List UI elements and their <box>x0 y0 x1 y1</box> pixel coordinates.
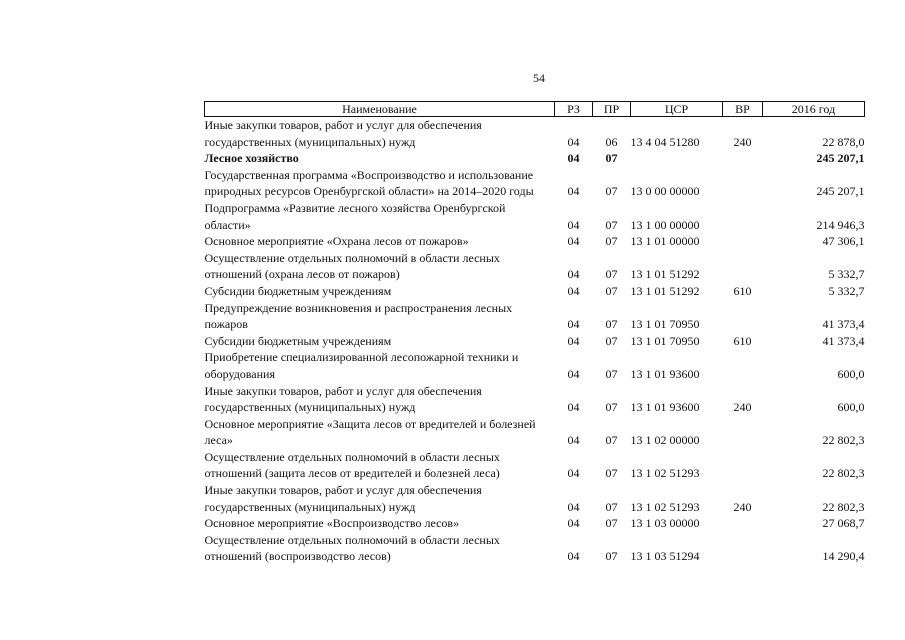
cell-pr: 07 <box>605 516 618 531</box>
cell-rz: 04 <box>567 499 580 514</box>
cell-name: Основное мероприятие «Защита лесов от вредителей и болезней леса» <box>204 416 536 448</box>
cell-pr: 07 <box>605 433 618 448</box>
budget-table <box>204 101 865 565</box>
cell-csr: 13 4 04 51280 <box>630 134 700 149</box>
cell-name: Иные закупки товаров, работ и услуг для обеспечения государственных (муниципальных) нужд <box>204 383 482 415</box>
table-row <box>205 200 865 233</box>
cell-rz: 04 <box>567 333 580 348</box>
cell-vr <box>723 150 763 167</box>
table-row <box>205 167 865 200</box>
cell-pr: 07 <box>605 283 618 298</box>
cell-vr <box>723 167 763 200</box>
table-row <box>205 250 865 283</box>
cell-csr <box>631 150 723 167</box>
cell-csr: 13 0 00 00000 <box>630 184 700 199</box>
cell-rz: 04 <box>567 549 580 564</box>
cell-pr: 07 <box>605 549 618 564</box>
cell-amount: 22 802,3 <box>822 499 865 514</box>
cell-rz: 04 <box>567 184 580 199</box>
table-row <box>205 333 865 350</box>
header-rz: РЗ <box>555 102 593 117</box>
cell-name: Приобретение специализированной лесопожарной техники и оборудования <box>204 350 519 381</box>
cell-pr: 07 <box>605 400 618 415</box>
cell-csr: 13 1 01 70950 <box>630 333 700 348</box>
cell-name: Основное мероприятие «Воспроизводство лесов» <box>204 516 460 531</box>
header-row <box>205 102 865 117</box>
cell-csr: 13 1 02 51293 <box>630 499 700 514</box>
cell-name: Подпрограмма «Развитие лесного хозяйства Оренбургской области» <box>204 200 506 232</box>
cell-rz: 04 <box>567 366 580 381</box>
table-row <box>205 482 865 515</box>
cell-csr: 13 1 00 00000 <box>630 217 700 232</box>
table-row <box>205 416 865 449</box>
cell-vr: 240 <box>733 134 752 149</box>
cell-vr: 610 <box>733 333 752 348</box>
cell-vr <box>723 250 763 283</box>
cell-pr: 07 <box>605 234 618 249</box>
cell-csr: 13 1 01 93600 <box>630 366 700 381</box>
cell-amount: 14 290,4 <box>822 549 865 564</box>
cell-rz: 04 <box>567 433 580 448</box>
cell-amount: 41 373,4 <box>822 333 865 348</box>
cell-csr: 13 1 01 51292 <box>630 283 700 298</box>
table-row <box>205 150 865 167</box>
cell-amount: 245 207,1 <box>816 151 865 166</box>
cell-vr <box>723 532 763 565</box>
cell-vr: 240 <box>733 499 752 514</box>
cell-rz: 04 <box>567 400 580 415</box>
cell-amount: 22 878,0 <box>822 134 865 149</box>
cell-pr: 07 <box>605 267 618 282</box>
cell-name: Осуществление отдельных полномочий в области лесных отношений (охрана лесов от пожаров) <box>204 250 500 282</box>
cell-vr <box>723 416 763 449</box>
cell-name: Основное мероприятие «Охрана лесов от пожаров» <box>204 234 469 249</box>
cell-vr <box>723 233 763 250</box>
cell-amount: 5 332,7 <box>828 267 865 282</box>
cell-amount: 245 207,1 <box>816 184 865 199</box>
cell-pr: 07 <box>605 217 618 232</box>
cell-csr: 13 1 01 70950 <box>630 317 700 332</box>
cell-vr <box>723 515 763 532</box>
cell-rz: 04 <box>567 134 580 149</box>
cell-name: Лесное хозяйство <box>204 151 299 166</box>
cell-amount: 214 946,3 <box>816 217 865 232</box>
table-header <box>205 102 865 117</box>
cell-csr: 13 1 01 93600 <box>630 400 700 415</box>
cell-rz: 04 <box>567 466 580 481</box>
cell-pr: 06 <box>605 134 618 149</box>
cell-amount: 5 332,7 <box>828 283 865 298</box>
header-name: Наименование <box>205 102 555 117</box>
cell-amount: 41 373,4 <box>822 317 865 332</box>
cell-rz: 04 <box>567 234 580 249</box>
cell-name: Субсидии бюджетным учреждениям <box>204 333 392 348</box>
cell-rz: 04 <box>567 267 580 282</box>
cell-amount: 27 068,7 <box>822 516 865 531</box>
table-row <box>205 532 865 565</box>
cell-amount: 47 306,1 <box>822 234 865 249</box>
cell-name: Осуществление отдельных полномочий в области лесных отношений (защита лесов от вредителей и болезней леса) <box>204 449 500 481</box>
table-body <box>205 117 865 566</box>
table-row <box>205 449 865 482</box>
cell-pr: 07 <box>605 184 618 199</box>
cell-rz: 04 <box>567 283 580 298</box>
cell-name: Иные закупки товаров, работ и услуг для обеспечения государственных (муниципальных) нужд <box>204 483 482 514</box>
table-row <box>205 283 865 300</box>
cell-rz: 04 <box>567 516 580 531</box>
cell-rz: 04 <box>567 217 580 232</box>
cell-vr <box>723 300 763 333</box>
cell-csr: 13 1 03 00000 <box>630 516 700 531</box>
table-row <box>205 515 865 532</box>
header-csr: ЦСР <box>631 102 723 117</box>
cell-vr <box>723 349 763 382</box>
table-row <box>205 233 865 250</box>
table-row <box>205 300 865 333</box>
cell-amount: 600,0 <box>837 400 865 415</box>
cell-pr: 07 <box>605 499 618 514</box>
page-number: 54 <box>533 71 545 85</box>
table-row <box>205 349 865 382</box>
cell-csr: 13 1 02 51293 <box>630 466 700 481</box>
cell-name: Субсидии бюджетным учреждениям <box>204 283 392 298</box>
cell-amount: 600,0 <box>837 366 865 381</box>
cell-name: Иные закупки товаров, работ и услуг для обеспечения государственных (муниципальных) нужд <box>204 118 482 149</box>
header-amount: 2016 год <box>763 102 865 117</box>
cell-csr: 13 1 01 51292 <box>630 267 700 282</box>
cell-pr: 07 <box>605 317 618 332</box>
table-row <box>205 117 865 151</box>
cell-rz: 04 <box>567 317 580 332</box>
cell-rz: 04 <box>567 151 580 166</box>
cell-csr: 13 1 02 00000 <box>630 433 700 448</box>
table-row <box>205 383 865 416</box>
cell-amount: 22 802,3 <box>822 433 865 448</box>
cell-pr: 07 <box>605 466 618 481</box>
cell-pr: 07 <box>605 366 618 381</box>
header-vr: ВР <box>723 102 763 117</box>
cell-name: Осуществление отдельных полномочий в области лесных отношений (воспроизводство лесов) <box>204 532 500 564</box>
cell-vr <box>723 200 763 233</box>
cell-name: Предупреждение возникновения и распространения лесных пожаров <box>204 300 513 332</box>
cell-name: Государственная программа «Воспроизводство и использование природных ресурсов Оренбургской области» на 2014–2020 годы <box>204 167 534 199</box>
header-pr: ПР <box>593 102 631 117</box>
cell-vr: 240 <box>733 400 752 415</box>
cell-vr: 610 <box>733 283 752 298</box>
cell-pr: 07 <box>605 333 618 348</box>
cell-csr: 13 1 03 51294 <box>630 549 700 564</box>
cell-pr: 07 <box>605 151 618 166</box>
cell-vr <box>723 449 763 482</box>
cell-amount: 22 802,3 <box>822 466 865 481</box>
cell-csr: 13 1 01 00000 <box>630 234 700 249</box>
